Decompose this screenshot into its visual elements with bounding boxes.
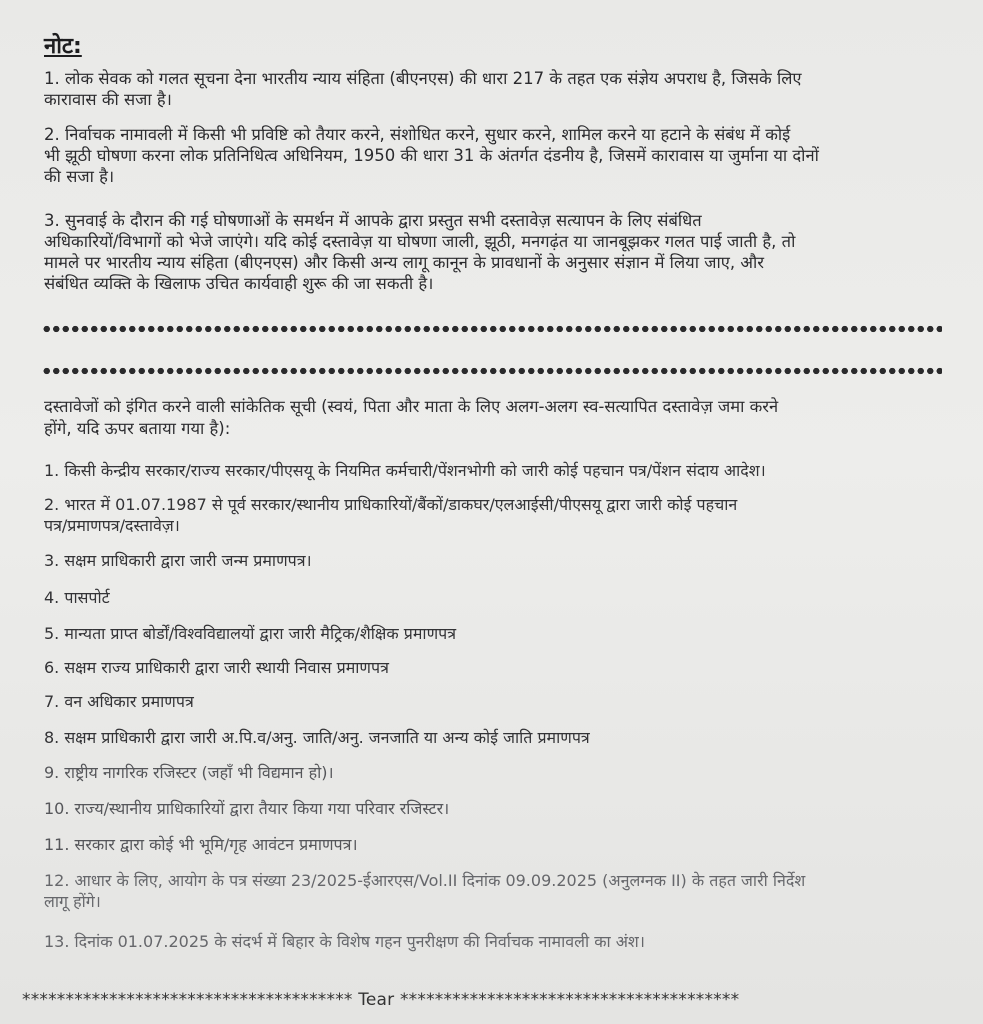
note-point-3: 3. सुनवाई के दौरान की गई घोषणाओं के समर्थन में आपके द्वारा प्रस्तुत सभी दस्तावेज़ सत्यापन के लिए संबंधित अधिकारियों/विभागों को भेजे जाएंगे। यदि कोई दस्तावेज़ या घोषणा जाली, झूठी, मनगढ़ंत या जानबूझकर गलत पाई जाती है, तो मामले पर भारतीय न्याय संहिता (बीएनएस) और किसी अन्य लागू कानून के प्रावधानों के अनुसार संज्ञान में लिया जाए, और संबंधित व्यक्ति के खिलाफ उचित कार्यवाही शुरू की जा सकती है। [44,211,796,293]
document-item-5: 5. मान्यता प्राप्त बोर्डों/विश्वविद्यालयों द्वारा जारी मैट्रिक/शैक्षिक प्रमाणपत्र [44,624,457,643]
document-item-6: 6. सक्षम राज्य प्राधिकारी द्वारा जारी स्थायी निवास प्रमाणपत्र [44,658,389,677]
document-item-9: 9. राष्ट्रीय नागरिक रजिस्टर (जहाँ भी विद्यमान हो)। [44,763,334,782]
document-item-7: 7. वन अधिकार प्रमाणपत्र [44,692,194,711]
document-item-4: 4. पासपोर्ट [44,588,110,607]
document-item-13: 13. दिनांक 01.07.2025 के संदर्भ में बिहार के विशेष गहन पुनरीक्षण की निर्वाचक नामावली का अंश। [44,932,645,951]
document-item-3: 3. सक्षम प्राधिकारी द्वारा जारी जन्म प्रमाणपत्र। [44,551,312,570]
note-point-2: 2. निर्वाचक नामावली में किसी भी प्रविष्टि को तैयार करने, संशोधित करने, सुधार करने, शामिल करने या हटाने के संबंध में कोई भी झूठी घोषणा करना लोक प्रतिनिधित्व अधिनियम, 1950 की धारा 31 के अंतर्गत दंडनीय है, जिसमें कारावास या जुर्माना या दोनों की सजा है। [44,125,819,186]
document-item-8: 8. सक्षम प्राधिकारी द्वारा जारी अ.पि.व/अनु. जाति/अनु. जनजाति या अन्य कोई जाति प्रमाणपत्र [44,728,590,747]
document-item-1: 1. किसी केन्द्रीय सरकार/राज्य सरकार/पीएसयू के नियमित कर्मचारी/पेंशनभोगी को जारी कोई पहचान पत्र/पेंशन संदाय आदेश। [44,461,766,480]
dotted-separator-bottom [42,366,942,376]
document-item-12: 12. आधार के लिए, आयोग के पत्र संख्या 23/2025-ईआरएस/Vol.II दिनांक 09.09.2025 (अनुलग्नक II) के तहत जारी निर्देश लागू होंगे। [44,871,806,911]
documents-list-intro: दस्तावेजों को इंगित करने वाली सांकेतिक सूची (स्वयं, पिता और माता के लिए अलग-अलग स्व-सत्यापित दस्तावेज़ जमा करने होंगे, यदि ऊपर बताया गया है): [44,397,779,438]
note-heading: नोट: [44,34,82,59]
document-item-2: 2. भारत में 01.07.1987 से पूर्व सरकार/स्थानीय प्राधिकारियों/बैंकों/डाकघर/एलआईसी/पीएसयू द्वारा जारी कोई पहचान पत्र/प्रमाणपत्र/दस्तावेज़। [44,495,738,535]
document-item-10: 10. राज्य/स्थानीय प्राधिकारियों द्वारा तैयार किया गया परिवार रजिस्टर। [44,799,450,818]
tear-line: ************************************** Tear *************************************** [22,990,740,1010]
note-point-1: 1. लोक सेवक को गलत सूचना देना भारतीय न्याय संहिता (बीएनएस) की धारा 217 के तहत एक संज्ञेय अपराध है, जिसके लिए कारावास की सजा है। [44,69,802,109]
dotted-separator-top [42,324,942,334]
document-item-11: 11. सरकार द्वारा कोई भी भूमि/गृह आवंटन प्रमाणपत्र। [44,835,358,854]
